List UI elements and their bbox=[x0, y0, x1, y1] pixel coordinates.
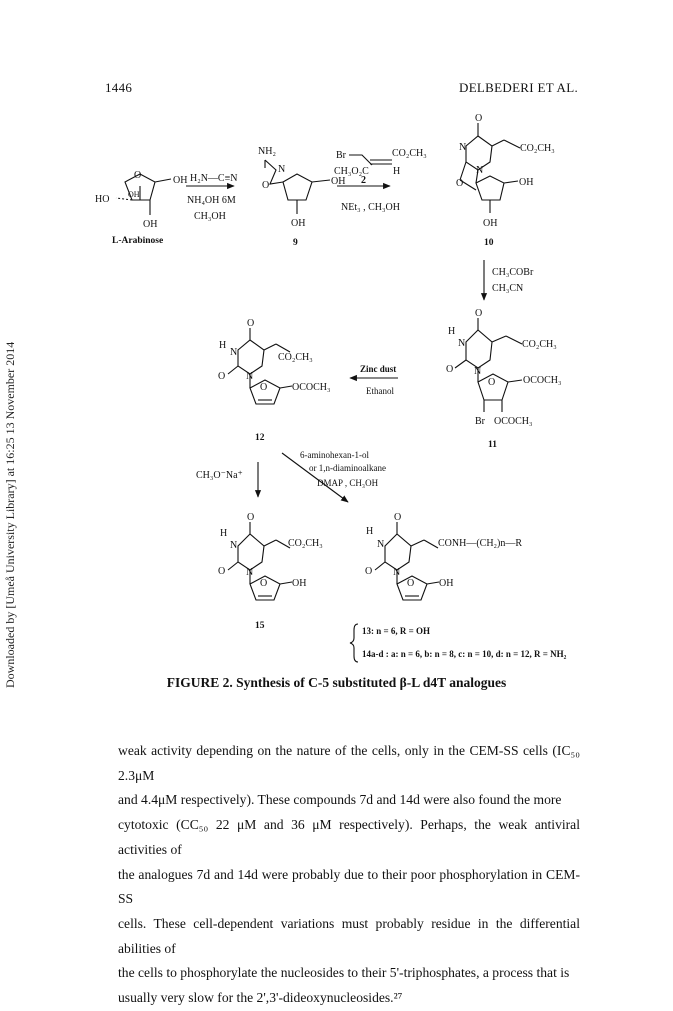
body-line: the cells to phosphorylate the nucleosides to their 5'-triphosphates, a process that is bbox=[118, 965, 570, 981]
compound-15-co2ch3: CO₂CH₃ bbox=[288, 538, 323, 549]
reagent-2-co2ch3: CO₂CH₃ bbox=[392, 148, 427, 159]
compound-12-co2ch3: CO₂CH₃ bbox=[278, 352, 313, 363]
compound-15-oh: OH bbox=[292, 578, 307, 589]
legend-14: 14a-d : a: n = 6, b: n = 8, c: n = 10, d: n = 12, R = NH₂ bbox=[362, 649, 567, 659]
reagent-methoxide: CH₃O⁻Na⁺ bbox=[196, 470, 243, 481]
compound-15-h: H bbox=[220, 528, 228, 539]
reagent-amine-1: 6-aminohexan-1-ol bbox=[300, 450, 369, 460]
reagent-ch3cobr: CH₃COBr bbox=[492, 267, 534, 278]
compound-9-label: 9 bbox=[293, 238, 298, 248]
compound-14-n3: N bbox=[377, 539, 385, 550]
compound-11-br: Br bbox=[475, 416, 485, 427]
compound-14-oh: OH bbox=[439, 578, 454, 589]
running-title: DELBEDERI ET AL. bbox=[459, 80, 579, 95]
compound-15-o4: O bbox=[247, 512, 255, 523]
compound-9-ring bbox=[283, 174, 312, 200]
body-line: the analogues 7d and 14d were probably due to their poor phosphorylation in CEM-SS bbox=[118, 866, 580, 907]
figure-caption: FIGURE 2. Synthesis of C-5 substituted β-L d4T analogues bbox=[166, 675, 507, 690]
compound-15-ring-o: O bbox=[260, 578, 268, 589]
compound-14-h: H bbox=[366, 526, 374, 537]
arabinose-oh-5: OH bbox=[173, 175, 188, 186]
compound-11-o4: O bbox=[475, 308, 483, 319]
body-line: cells. These cell-dependent variations must probably residue in the differential abilities of bbox=[118, 915, 580, 956]
arabinose-oh-2: OH bbox=[128, 190, 140, 199]
compound-14-n1: N bbox=[393, 567, 401, 578]
compound-9-oh-3: OH bbox=[291, 218, 306, 229]
compound-9-o: O bbox=[262, 180, 270, 191]
compound-14-o2: O bbox=[365, 566, 373, 577]
arabinose-label: L-Arabinose bbox=[112, 236, 164, 246]
compound-11-ring-o: O bbox=[488, 377, 496, 388]
compound-12-n1: N bbox=[246, 371, 254, 382]
compound-11-label: 11 bbox=[488, 440, 497, 450]
compound-10-oh-3: OH bbox=[483, 218, 498, 229]
download-watermark: Downloaded by [Umeå University Library] at 16:25 13 November 2014 bbox=[3, 341, 17, 688]
compound-14-ring-o: O bbox=[407, 578, 415, 589]
page-number: 1446 bbox=[105, 80, 133, 95]
body-line: weak activity depending on the nature of the cells, only in the CEM-SS cells (IC₅₀ 2.3μM bbox=[118, 743, 580, 783]
body-line: usually very slow for the 2',3'-dideoxynucleosides.²⁷ bbox=[118, 990, 403, 1006]
compound-10-o: O bbox=[475, 113, 483, 124]
reagent-2-label: 2 bbox=[361, 175, 366, 186]
compound-9-n: N bbox=[278, 164, 286, 175]
reagent-ch3cn: CH₃CN bbox=[492, 283, 524, 294]
reagent-2-ch3o2c: CH₃O₂C bbox=[334, 166, 369, 177]
arabinose-ring-o: O bbox=[134, 170, 142, 181]
compound-11-ococh3: OCOCH₃ bbox=[523, 375, 562, 386]
compound-10-n1: N bbox=[476, 165, 484, 176]
reagent-nh4oh: NH₄OH 6M bbox=[187, 195, 236, 206]
compound-15-base-ring bbox=[238, 534, 264, 570]
compound-12-ococh3: OCOCH₃ bbox=[292, 382, 331, 393]
compound-10-sugar-ring bbox=[476, 176, 504, 200]
compound-12-h: H bbox=[219, 340, 227, 351]
reagent-amine-2: or 1,n-diaminoalkane bbox=[309, 463, 386, 473]
compound-14-o4: O bbox=[394, 512, 402, 523]
reagent-net3: NEt₃ , CH₃OH bbox=[341, 202, 400, 213]
compound-15-o2: O bbox=[218, 566, 226, 577]
compound-12-base-ring bbox=[238, 340, 264, 374]
reagent-zinc: Zinc dust bbox=[360, 364, 397, 374]
compound-11-base-ring bbox=[466, 330, 492, 368]
body-line: and 4.4μM respectively). These compounds 7d and 14d were also found the more bbox=[118, 792, 562, 808]
arabinose-oh-3: OH bbox=[143, 219, 158, 230]
compound-11-n3: N bbox=[458, 338, 466, 349]
compound-11-h: H bbox=[448, 326, 456, 337]
compound-12-n3: N bbox=[230, 347, 238, 358]
compound-11-o2: O bbox=[446, 364, 454, 375]
compound-10-o2: O bbox=[456, 178, 464, 189]
reagent-2-br: Br bbox=[336, 150, 346, 161]
compound-12-label: 12 bbox=[255, 433, 265, 443]
compound-15-n1: N bbox=[246, 567, 254, 578]
compound-15-label: 15 bbox=[255, 621, 265, 631]
arabinose-ho: HO bbox=[95, 194, 110, 205]
body-line: cytotoxic (CC₅₀ 22 μM and 36 μM respectively). Perhaps, the weak antiviral activities of bbox=[118, 817, 580, 857]
compound-15-n3: N bbox=[230, 540, 238, 551]
compound-12-ring-o: O bbox=[260, 382, 268, 393]
compound-14-amide: CONH—(CH₂)n—R bbox=[438, 538, 523, 549]
reagent-ethanol: Ethanol bbox=[366, 386, 394, 396]
compound-13-14-base-ring bbox=[385, 534, 411, 570]
reagent-amine-3: DMAP , CH₃OH bbox=[317, 478, 379, 488]
compound-10-label: 10 bbox=[484, 238, 494, 248]
compound-9-nh2: NH₂ bbox=[258, 146, 276, 157]
reagent-ch3oh: CH₃OH bbox=[194, 211, 226, 222]
legend-brace bbox=[350, 624, 358, 662]
compound-11-co2ch3: CO₂CH₃ bbox=[522, 339, 557, 350]
compound-10-oh: OH bbox=[519, 177, 534, 188]
compound-11-n1: N bbox=[474, 366, 482, 377]
compound-9-oh: OH bbox=[331, 176, 346, 187]
compound-11-ococh3-3: OCOCH₃ bbox=[494, 416, 533, 427]
reagent-2-h: H bbox=[393, 166, 401, 177]
compound-10-n3: N bbox=[459, 142, 467, 153]
reagent-cyanamide: H₂N—C≡N bbox=[190, 173, 238, 184]
compound-12-o4: O bbox=[247, 318, 255, 329]
compound-10-co2ch3: CO₂CH₃ bbox=[520, 143, 555, 154]
legend-13: 13: n = 6, R = OH bbox=[362, 626, 431, 636]
compound-12-o2: O bbox=[218, 371, 226, 382]
body-text bbox=[118, 739, 580, 1011]
